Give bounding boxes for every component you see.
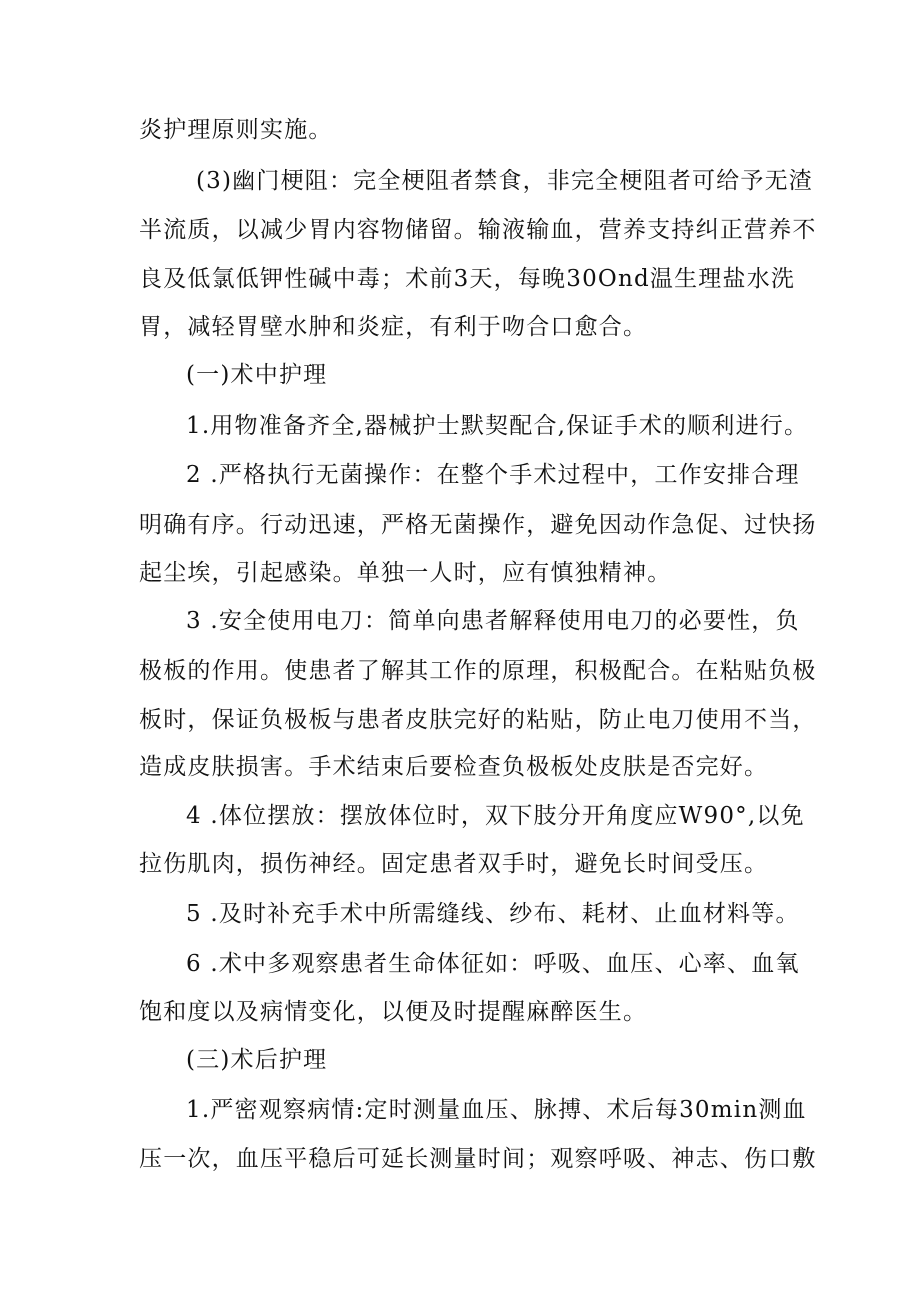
text-line: 4 .体位摆放：摆放体位时，双下肢分开角度应W90°,以免 <box>186 803 805 829</box>
text-line: 良及低氯低钾性碱中毒；术前3天，每晚30Ond温生理盐水洗 <box>139 266 796 292</box>
section-heading: (三)术后护理 <box>186 1047 328 1073</box>
text-line: 3 .安全使用电刀：简单向患者解释使用电刀的必要性，负 <box>186 608 800 634</box>
text-line: 造成皮肤损害。手术结束后要检查负极板处皮肤是否完好。 <box>139 754 769 780</box>
text-line: 6 .术中多观察患者生命体征如：呼吸、血压、心率、血氧 <box>186 951 800 977</box>
text-line: 极板的作用。使患者了解其工作的原理，积极配合。在粘贴负极 <box>139 658 817 684</box>
text-line: 5 .及时补充手术中所需缝线、纱布、耗材、止血材料等。 <box>186 901 800 927</box>
text-line: 胃，减轻胃壁水肿和炎症，有利于吻合口愈合。 <box>139 314 648 340</box>
text-line: 1.严密观察病情:定时测量血压、脉搏、术后每30min测血 <box>186 1097 807 1123</box>
text-line: 压一次，血压平稳后可延长测量时间；观察呼吸、神志、伤口敷 <box>139 1146 817 1172</box>
text-line: 炎护理原则实施。 <box>139 117 333 143</box>
text-line: 半流质，以减少胃内容物储留。输液输血，营养支持纠正营养不 <box>139 217 817 243</box>
text-line: 2 .严格执行无菌操作：在整个手术过程中，工作安排合理 <box>186 462 800 488</box>
text-line: 板时，保证负极板与患者皮肤完好的粘贴，防止电刀使用不当， <box>139 707 817 733</box>
section-heading: (一)术中护理 <box>186 362 328 388</box>
text-line: 饱和度以及病情变化，以便及时提醒麻醉医生。 <box>139 999 648 1025</box>
text-line: 起尘埃，引起感染。单独一人时，应有慎独精神。 <box>139 560 672 586</box>
text-line: 1.用物准备齐全,器械护士默契配合,保证手术的顺利进行。 <box>186 413 809 439</box>
text-line: (3)幽门梗阻：完全梗阻者禁食，非完全梗阻者可给予无渣 <box>196 168 813 194</box>
text-line: 拉伤肌肉，损伤神经。固定患者双手时，避免长时间受压。 <box>139 851 769 877</box>
text-line: 明确有序。行动迅速，严格无菌操作，避免因动作急促、过快扬 <box>139 512 817 538</box>
